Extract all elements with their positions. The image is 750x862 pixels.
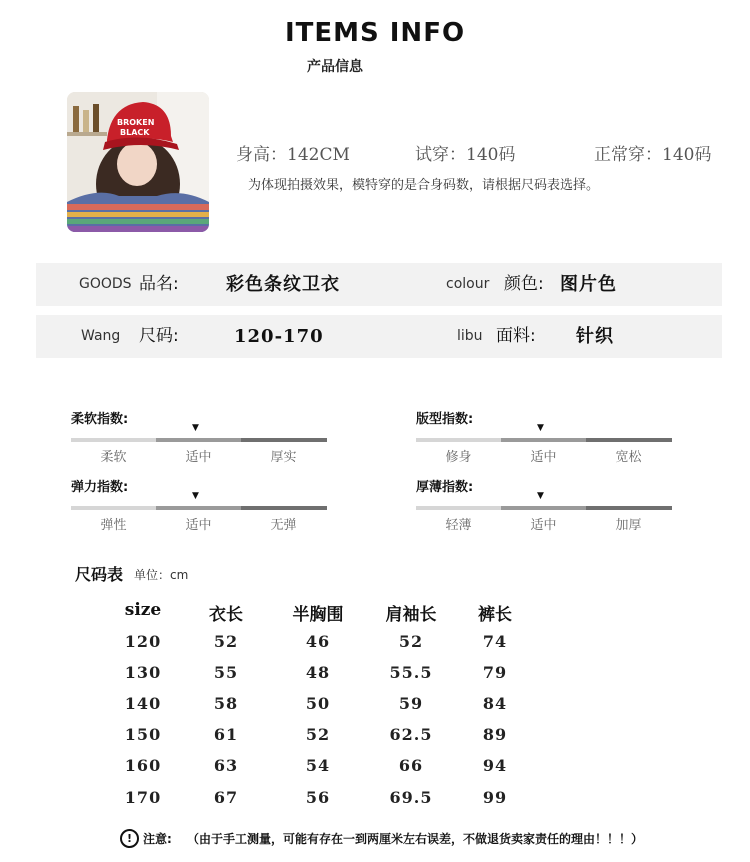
fabric-en-label: libu — [457, 328, 483, 344]
index-segment — [241, 438, 327, 442]
index-option-label: 柔软 — [100, 450, 127, 465]
goods-en-label: GOODS — [79, 276, 132, 292]
size-table-cell: 59 — [398, 694, 424, 713]
index-bar — [71, 506, 327, 510]
index-segment — [156, 438, 242, 442]
size-table-cell: 69.5 — [389, 788, 433, 807]
index-option-label: 轻薄 — [445, 518, 472, 533]
size-table-cell: 62.5 — [389, 725, 433, 744]
thickness-index-scale — [416, 486, 672, 536]
page-title: ITEMS INFO — [284, 18, 466, 48]
index-marker-icon: ▼ — [537, 491, 544, 501]
index-segment — [416, 506, 502, 510]
colour-cn-label: 颜色: — [504, 274, 544, 294]
cap-text-2: BLACK — [120, 128, 150, 137]
size-table-cell: 160 — [124, 756, 162, 775]
index-option-label: 修身 — [445, 450, 472, 465]
thickness-index-title: 厚薄指数: — [416, 480, 474, 495]
size-table-cell: 120 — [124, 632, 162, 651]
model-try-size: 试穿：140码 — [415, 145, 516, 165]
index-option-label: 适中 — [185, 450, 212, 465]
fabric-cn-label: 面料: — [496, 326, 536, 346]
size-table-cell: 66 — [398, 756, 424, 775]
fabric-value: 针织 — [576, 326, 614, 347]
size-table-cell: 79 — [482, 663, 508, 682]
size-table-cell: 84 — [482, 694, 508, 713]
index-marker-icon: ▼ — [192, 491, 199, 501]
model-normal-size: 正常穿：140码 — [594, 145, 712, 165]
size-table-header: 衣长 — [209, 605, 243, 625]
colour-en-label: colour — [446, 276, 490, 292]
elasticity-index-scale — [71, 486, 327, 536]
softness-index-scale — [71, 418, 327, 468]
size-cn-label: 尺码: — [139, 326, 179, 346]
size-table-cell: 74 — [482, 632, 508, 651]
note-text: （由于手工测量，可能有存在一到两厘米左右误差，不做退货卖家责任的理由！！！） — [187, 832, 644, 846]
size-table-cell: 56 — [305, 788, 331, 807]
size-table-cell: 150 — [124, 725, 162, 744]
cap-text-1: BROKEN — [117, 118, 155, 127]
index-bar — [71, 438, 327, 442]
size-table-cell: 55 — [213, 663, 239, 682]
goods-row-size-fabric — [36, 315, 722, 358]
index-marker-icon: ▼ — [537, 423, 544, 433]
size-table-cell: 130 — [124, 663, 162, 682]
page-subtitle: 产品信息 — [307, 59, 363, 75]
colour-value: 图片色 — [560, 274, 617, 295]
size-table-cell: 58 — [213, 694, 239, 713]
size-table-header: 半胸围 — [292, 605, 344, 625]
index-segment — [416, 438, 502, 442]
size-table-cell: 61 — [213, 725, 239, 744]
index-segment — [71, 438, 157, 442]
size-table-unit: 单位：cm — [134, 568, 189, 582]
size-table-cell: 67 — [213, 788, 239, 807]
fit-index-scale — [416, 418, 672, 468]
size-table-cell: 140 — [124, 694, 162, 713]
index-option-label: 适中 — [530, 450, 557, 465]
size-table-cell: 55.5 — [389, 663, 433, 682]
size-table-header: 裤长 — [478, 605, 512, 625]
index-option-label: 厚实 — [270, 450, 297, 465]
model-height: 身高：142CM — [236, 145, 350, 165]
index-segment — [586, 506, 672, 510]
model-photo-illustration — [67, 92, 209, 232]
size-table-cell: 89 — [482, 725, 508, 744]
warning-icon: ! — [120, 829, 139, 848]
fit-index-title: 版型指数: — [416, 412, 474, 427]
size-table-cell: 46 — [305, 632, 331, 651]
note-label: 注意: — [143, 832, 172, 846]
size-range-value: 120-170 — [234, 326, 324, 347]
size-table-cell: 52 — [398, 632, 424, 651]
goods-row-name-colour — [36, 263, 722, 306]
index-option-label: 适中 — [530, 518, 557, 533]
index-marker-icon: ▼ — [192, 423, 199, 433]
index-bar — [416, 506, 672, 510]
index-segment — [156, 506, 242, 510]
model-photo — [67, 92, 209, 232]
size-table-header: 肩袖长 — [385, 605, 437, 625]
size-table-cell: 48 — [305, 663, 331, 682]
goods-name-value: 彩色条纹卫衣 — [226, 274, 340, 295]
index-option-label: 加厚 — [615, 518, 642, 533]
index-segment — [501, 506, 587, 510]
size-table-cell: 52 — [213, 632, 239, 651]
index-option-label: 宽松 — [615, 450, 642, 465]
index-bar — [416, 438, 672, 442]
size-en-label: Wang — [81, 328, 121, 344]
softness-index-title: 柔软指数: — [71, 412, 129, 427]
index-segment — [71, 506, 157, 510]
size-table-cell: 94 — [482, 756, 508, 775]
index-segment — [241, 506, 327, 510]
size-table-header: size — [124, 600, 162, 620]
size-table-cell: 170 — [124, 788, 162, 807]
index-option-label: 适中 — [185, 518, 212, 533]
model-note: 为体现拍摄效果，模特穿的是合身码数，请根据尺码表选择。 — [248, 178, 600, 193]
index-option-label: 弹性 — [100, 518, 127, 533]
index-segment — [586, 438, 672, 442]
size-table-cell: 99 — [482, 788, 508, 807]
size-table-cell: 50 — [305, 694, 331, 713]
size-table-title: 尺码表 — [75, 565, 124, 584]
size-table-cell: 54 — [305, 756, 331, 775]
size-table-cell: 52 — [305, 725, 331, 744]
size-table-cell: 63 — [213, 756, 239, 775]
goods-cn-label: 品名: — [139, 274, 179, 294]
index-option-label: 无弹 — [270, 518, 297, 533]
index-segment — [501, 438, 587, 442]
elasticity-index-title: 弹力指数: — [71, 480, 129, 495]
